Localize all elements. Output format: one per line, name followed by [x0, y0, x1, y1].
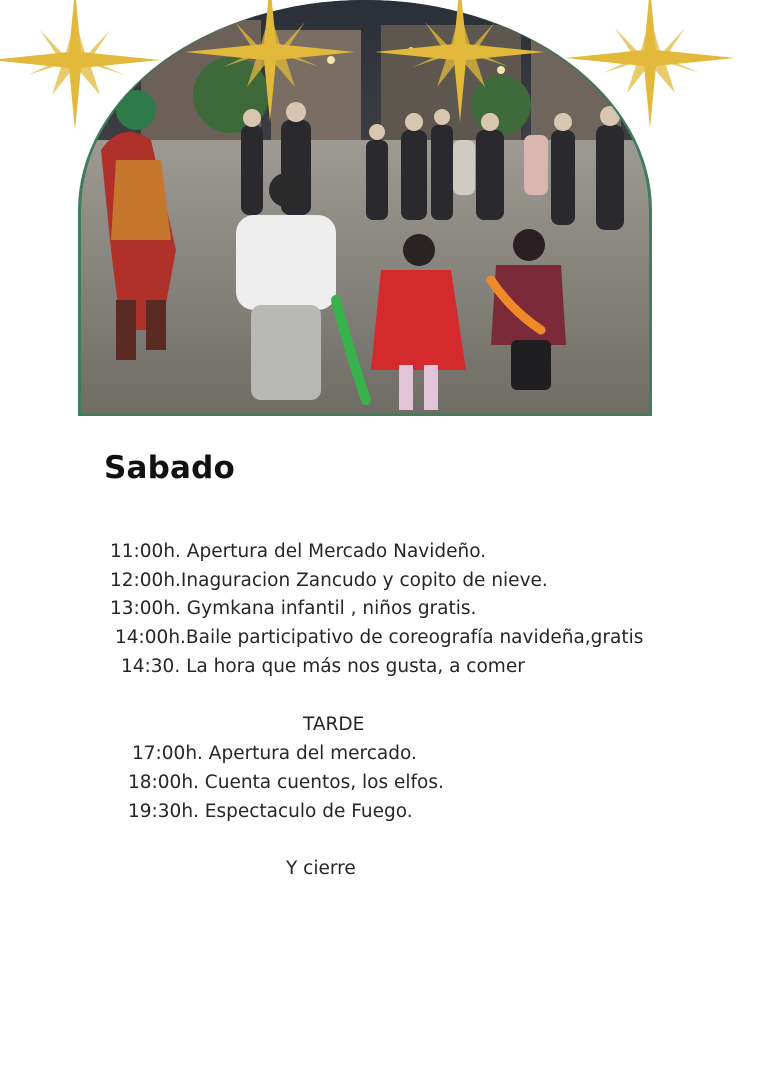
day-heading: Sabado	[104, 450, 236, 486]
sparkle-star-icon	[185, 0, 355, 122]
sparkle-star-icon	[565, 0, 735, 128]
schedule-item: 17:00h. Apertura del mercado.	[132, 743, 417, 764]
schedule-item: 18:00h. Cuenta cuentos, los elfos.	[128, 772, 444, 793]
schedule-item: 13:00h. Gymkana infantil , niños gratis.	[110, 598, 477, 619]
schedule-item: 14:00h.Baile participativo de coreografía navideña,gratis	[115, 627, 644, 648]
sparkle-star-icon	[375, 0, 545, 122]
schedule-item: 19:30h. Espectaculo de Fuego.	[128, 801, 413, 822]
closing-text: Y cierre	[286, 858, 356, 879]
sparkle-star-icon	[0, 0, 160, 130]
schedule-item: 11:00h. Apertura del Mercado Navideño.	[110, 541, 487, 562]
afternoon-heading: TARDE	[303, 714, 365, 735]
schedule-item: 14:30. La hora que más nos gusta, a comer	[121, 656, 525, 677]
schedule-item: 12:00h.Inaguracion Zancudo y copito de nieve.	[110, 570, 548, 591]
